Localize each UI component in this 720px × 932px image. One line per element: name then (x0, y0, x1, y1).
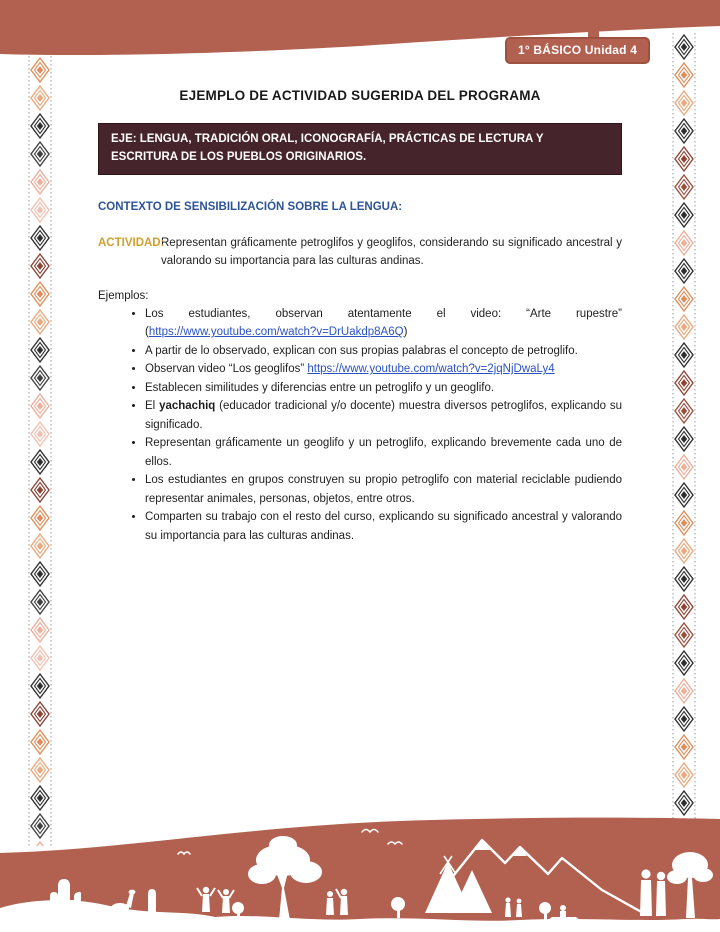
list-item (145, 342, 622, 361)
eje-heading-box: EJE: LENGUA, TRADICIÓN ORAL, ICONOGRAFÍA, PRÁCTICAS DE LECTURA Y ESCRITURA DE LOS PUEBLOS ORIGINARIOS. (98, 123, 622, 175)
bullet-bold-term: yachachiq (159, 400, 216, 413)
list-item (145, 379, 622, 398)
video-link-los-geoglifos[interactable]: https://www.youtube.com/watch?v=2jqNjDwaLy4 (307, 363, 555, 376)
list-item (145, 508, 622, 545)
document-content (98, 88, 622, 545)
bullet-text: Los estudiantes en grupos construyen su propio petroglifo con material reciclable pudiendo representar animales, personas, objetos, entre otros. (145, 474, 622, 505)
unit-badge: 1° BÁSICO Unidad 4 (505, 37, 650, 64)
andean-pattern-right (672, 33, 696, 820)
bullet-text: Los estudiantes, observan atentamente el video: “Arte rupestre” ( (145, 307, 622, 339)
list-item (145, 397, 622, 434)
context-heading: CONTEXTO DE SENSIBILIZACIÓN SOBRE LA LENGUA: (98, 200, 403, 213)
video-link-arte-rupestre[interactable]: https://www.youtube.com/watch?v=DrUakdp8A6Q (148, 326, 404, 339)
bullet-text: A partir de lo observado, explican con sus propias palabras el concepto de petroglifo. (145, 344, 578, 357)
list-item (145, 305, 622, 342)
bullet-text: Representan gráficamente un geoglifo y un petroglifo, explicando brevemente cada uno de ellos. (145, 437, 622, 468)
bullet-text: Comparten su trabajo con el resto del curso, explicando su significado ancestral y valorando su importancia para las culturas andinas. (145, 511, 622, 542)
activity-block (98, 234, 622, 271)
activity-label: ACTIVIDAD: (98, 236, 165, 249)
footer-landscape-art (0, 816, 720, 932)
list-item (145, 471, 622, 508)
bullet-text: El (145, 400, 160, 413)
bullet-text: ) (403, 326, 408, 339)
activity-text: Representan gráficamente petroglifos y geoglifos, considerando su significado ancestral y valorando su importancia para las culturas andinas. (161, 236, 622, 268)
examples-heading: Ejemplos: (98, 289, 149, 302)
examples-list (98, 305, 622, 546)
list-item (145, 434, 622, 471)
bullet-text: Observan video “Los geoglifos” (145, 363, 308, 376)
andean-pattern-left (28, 56, 52, 846)
bullet-text: Establecen similitudes y diferencias entre un petroglifo y un geoglifo. (145, 381, 495, 394)
list-item (145, 360, 622, 379)
bullet-text: (educador tradicional y/o docente) muestra diversos petroglifos, explicando su significado. (145, 400, 622, 431)
page-title: EJEMPLO DE ACTIVIDAD SUGERIDA DEL PROGRAMA (179, 88, 541, 103)
